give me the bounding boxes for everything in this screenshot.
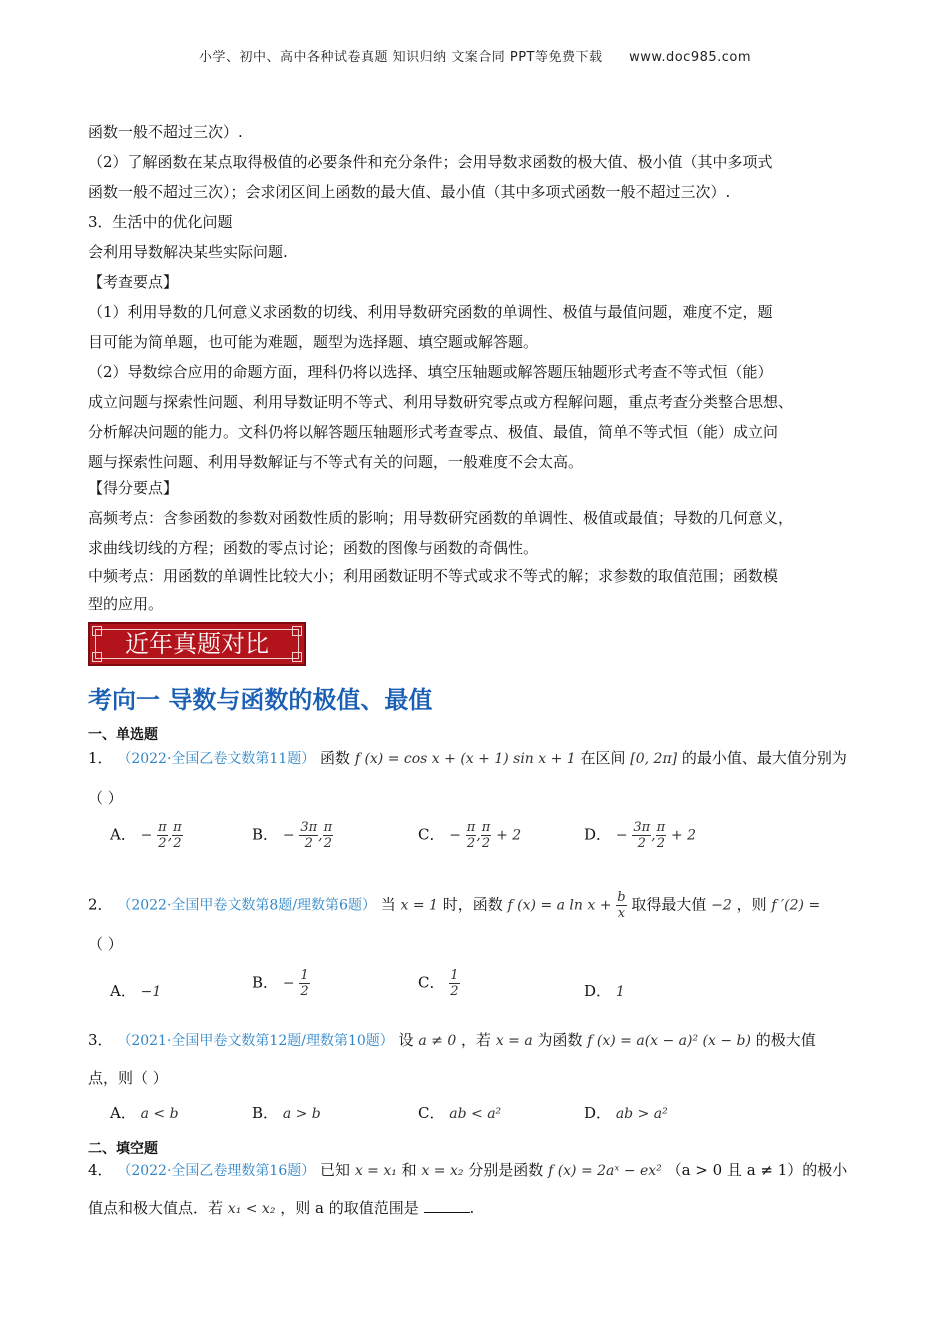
option-label: B． [252, 1104, 279, 1122]
score-points-line: 高频考点：含参函数的参数对函数性质的影响；用导数研究函数的单调性、极值或最值；导数的几何意义， [88, 509, 794, 527]
question-text: 的极大值 [755, 1031, 816, 1049]
option-c[interactable] [418, 820, 521, 851]
math-term: + 2 [496, 827, 522, 844]
math-sep: , [167, 827, 173, 844]
question-4-cont [88, 1198, 868, 1219]
exam-points-line: （1）利用导数的几何意义求函数的切线、利用导数研究函数的单调性、极值与最值问题，难度不定，题 [88, 303, 773, 321]
math-fraction [656, 820, 667, 851]
math-expression: x = a [495, 1033, 533, 1049]
exam-points-title: 【考查要点】 [88, 273, 179, 291]
option-label: D． [584, 825, 612, 844]
option-value: ab < a² [449, 1106, 502, 1122]
option-b[interactable] [252, 1102, 321, 1123]
section-banner [88, 622, 306, 666]
frac-den: 2 [481, 836, 491, 851]
question-1 [88, 748, 868, 769]
frac-den: x [617, 906, 626, 921]
math-value: −2 [711, 897, 732, 914]
question-text: 的最小值、最大值分别为 [681, 749, 847, 767]
question-text: 在区间 [580, 749, 626, 767]
math-term: + 2 [670, 827, 697, 844]
question-text: . [469, 1199, 475, 1217]
math-expression: f ′(2) = [771, 897, 821, 914]
option-label: C． [418, 973, 445, 992]
math-expression: x₁ < x₂ [227, 1201, 276, 1217]
section-single-choice: 一、单选题 [88, 727, 158, 743]
frac-num: π [481, 820, 491, 835]
frac-num: 3π [300, 820, 318, 835]
option-label: C． [418, 825, 445, 844]
frac-den: 2 [656, 836, 666, 851]
math-expression: x = 1 [400, 897, 438, 914]
question-text: 已知 [320, 1161, 351, 1179]
exam-points-line: 题与探索性问题、利用导数解证与不等式有关的问题，一般难度不会太高。 [88, 453, 584, 471]
question-3-cont: 点，则（ ） [88, 1069, 168, 1087]
question-source: （2021·全国甲卷文数第12题/理数第10题） [117, 1033, 394, 1049]
frac-den: 2 [158, 836, 167, 851]
option-value: a < b [140, 1106, 179, 1122]
math-expression: f (x) = 2aˣ − ex² [548, 1163, 662, 1179]
math-fraction [157, 820, 168, 851]
option-label: A． [110, 982, 136, 1000]
question-number: 1． [88, 749, 113, 767]
question-text: 值点和极大值点．若 [88, 1199, 224, 1217]
frac-num: π [656, 820, 666, 835]
frac-den: 2 [323, 836, 333, 851]
frac-num: π [323, 820, 333, 835]
question-text: 当 [380, 895, 396, 914]
math-fraction [323, 820, 334, 851]
question-text: ，则 [736, 895, 767, 914]
math-fraction [616, 890, 626, 921]
answer-paren: （ ） [88, 789, 123, 807]
math-expression: f (x) = cos x + (x + 1) sin x + 1 [354, 751, 576, 767]
math-fraction [632, 820, 651, 851]
score-points-line: 型的应用。 [88, 595, 164, 613]
option-label: B． [252, 973, 279, 992]
math-expression: x = x₁ [354, 1163, 397, 1179]
math-expression: f (x) = a ln x + [507, 897, 612, 914]
math-sign: − [282, 827, 295, 844]
math-interval: [0, 2π] [630, 751, 678, 767]
math-sep: , [476, 827, 481, 844]
option-label: B． [252, 825, 279, 844]
option-a[interactable] [110, 820, 183, 851]
question-number: 2． [88, 895, 113, 914]
math-sign: − [615, 827, 628, 844]
frac-den: 2 [466, 836, 476, 851]
frac-num: 1 [450, 968, 459, 983]
intro-line: 函数一般不超过三次）. [88, 123, 243, 141]
question-text: 时，函数 [442, 895, 503, 914]
header-text: 小学、初中、高中各种试卷真题 知识归纳 文案合同 PPT等免费下载 [198, 50, 603, 65]
option-d[interactable] [584, 1102, 668, 1123]
math-expression: a ≠ 0 [418, 1033, 457, 1049]
question-text: 取得最大值 [631, 895, 707, 914]
frac-num: π [173, 820, 182, 835]
question-text: （a > 0 且 a ≠ 1）的极小 [666, 1161, 848, 1179]
question-4 [88, 1160, 868, 1181]
math-fraction [299, 820, 318, 851]
question-text: 设 [398, 1031, 414, 1049]
math-sign: − [282, 975, 295, 992]
math-sign: − [449, 827, 461, 844]
answer-blank[interactable] [424, 1198, 470, 1213]
question-text: 和 [401, 1161, 417, 1179]
math-expression: f (x) = a(x − a)² (x − b) [587, 1033, 751, 1049]
question-number: 4． [88, 1161, 113, 1179]
math-fraction [449, 968, 459, 999]
header-url[interactable]: www.doc985.com [629, 50, 752, 65]
question-source: （2022·全国乙卷文数第11题） [117, 751, 316, 767]
question-text: 为函数 [537, 1031, 583, 1049]
frac-num: 3π [633, 820, 651, 835]
option-value: −1 [140, 984, 162, 1000]
option-value: 1 [615, 984, 625, 1000]
exam-points-line: （2）导数综合应用的命题方面，理科仍将以选择、填空压轴题或解答题压轴题形式考查不等式恒（能） [88, 363, 773, 381]
exam-points-line: 分析解决问题的能力。文科仍将以解答题压轴题形式考查零点、极值、最值，简单不等式恒（能）成立问 [88, 423, 779, 441]
question-number: 3． [88, 1031, 113, 1049]
frac-den: 2 [637, 836, 646, 851]
option-label: C． [418, 1104, 445, 1122]
topic-heading: 考向一 导数与函数的极值、最值 [88, 686, 433, 714]
frac-den: 2 [173, 836, 182, 851]
frac-den: 2 [304, 836, 313, 851]
option-value: a > b [282, 1106, 321, 1122]
option-label: A． [110, 825, 136, 844]
math-fraction [299, 968, 309, 999]
option-b[interactable] [252, 968, 310, 999]
score-points-line: 求曲线切线的方程；函数的零点讨论；函数的图像与函数的奇偶性。 [88, 539, 539, 557]
math-fraction [466, 820, 477, 851]
option-d[interactable] [584, 980, 625, 1001]
page-header [0, 46, 950, 65]
question-2 [88, 890, 868, 921]
intro-line: 函数一般不超过三次）；会求闭区间上函数的最大值、最小值（其中多项式函数一般不超过三次）. [88, 183, 731, 201]
frac-den: 2 [450, 984, 459, 999]
score-points-title: 【得分要点】 [88, 479, 179, 497]
intro-line: （2）了解函数在某点取得极值的必要条件和充分条件；会用导数求函数的极大值、极小值（其中多项式 [88, 153, 773, 171]
score-points-line: 中频考点：用函数的单调性比较大小；利用函数证明不等式或求不等式的解；求参数的取值范围；函数模 [88, 567, 779, 585]
option-c[interactable] [418, 1102, 501, 1123]
option-a[interactable] [110, 980, 161, 1001]
question-text: 分别是函数 [468, 1161, 544, 1179]
question-text: 函数 [320, 749, 351, 767]
question-source: （2022·全国乙卷理数第16题） [117, 1163, 316, 1179]
exam-points-line: 目可能为简单题，也可能为难题，题型为选择题、填空题或解答题。 [88, 333, 539, 351]
math-fraction [481, 820, 492, 851]
option-b[interactable] [252, 820, 333, 851]
option-d[interactable] [584, 820, 696, 851]
math-sep: , [318, 827, 323, 844]
math-sep: , [651, 827, 656, 844]
question-source: （2022·全国甲卷文数第8题/理数第6题） [117, 897, 376, 914]
option-label: D． [584, 982, 612, 1000]
option-a[interactable] [110, 1102, 179, 1123]
option-label: A． [110, 1104, 136, 1122]
exam-points-line: 成立问题与探索性问题、利用导数证明不等式、利用导数研究零点或方程解问题，重点考查分类整合思想、 [88, 393, 794, 411]
option-label: D． [584, 1104, 612, 1122]
math-expression: x = x₂ [421, 1163, 464, 1179]
intro-line: 3．生活中的优化问题 [88, 213, 233, 231]
option-c[interactable] [418, 968, 460, 999]
question-text: ，若 [461, 1031, 492, 1049]
math-sign: − [140, 827, 153, 844]
banner-title: 近年真题对比 [125, 630, 269, 658]
frac-num: b [617, 890, 626, 905]
section-fill-in: 二、填空题 [88, 1141, 158, 1157]
frac-num: 1 [300, 968, 309, 983]
option-value: ab > a² [615, 1106, 668, 1122]
math-fraction [172, 820, 183, 851]
frac-num: π [466, 820, 476, 835]
question-3 [88, 1030, 868, 1051]
frac-num: π [158, 820, 167, 835]
answer-paren: （ ） [88, 935, 123, 953]
intro-line: 会利用导数解决某些实际问题. [88, 243, 288, 261]
frac-den: 2 [300, 984, 309, 999]
question-text: ，则 a 的取值范围是 [280, 1199, 419, 1217]
